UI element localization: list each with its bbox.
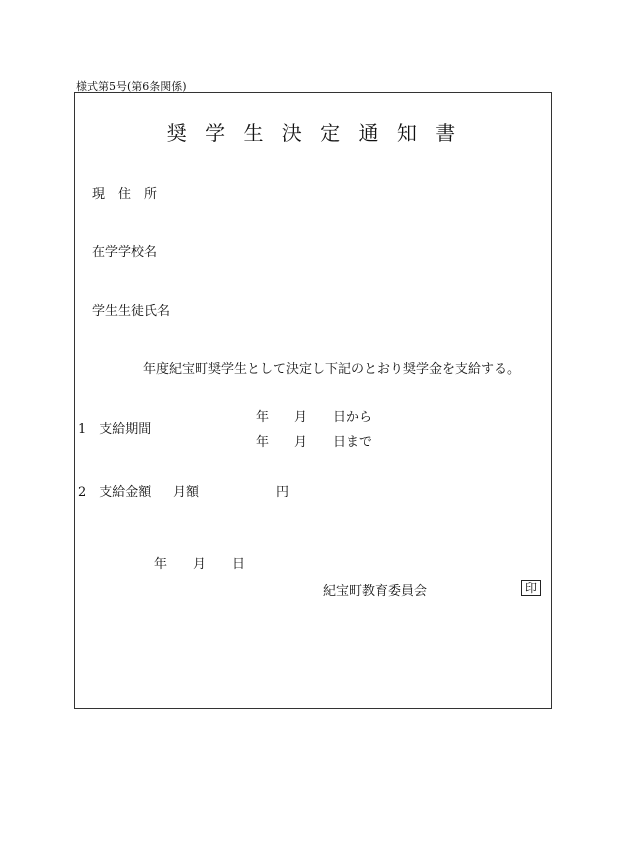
payment-period-label: 1 支給期間 (78, 422, 152, 437)
period-from-month: 月 (294, 410, 308, 425)
payment-amount-label: 2 支給金額 (78, 485, 152, 500)
period-from-day: 日から (333, 410, 373, 425)
school-label: 在学学校名 (92, 245, 158, 260)
address-label: 現 住 所 (92, 187, 158, 202)
period-to-month: 月 (294, 435, 308, 450)
seal-mark: 印 (521, 580, 541, 596)
issue-date-month: 月 (193, 557, 207, 572)
yen-unit: 円 (276, 485, 290, 500)
monthly-amount-label: 月額 (173, 485, 200, 500)
decision-statement: 年度紀宝町奨学生として決定し下記のとおり奨学金を支給する。 (143, 362, 521, 377)
document-title: 奨 学 生 決 定 通 知 書 (166, 121, 462, 145)
issue-date-year: 年 (154, 557, 168, 572)
period-to-day: 日まで (333, 435, 373, 450)
document-frame (74, 92, 552, 709)
issuer-name: 紀宝町教育委員会 (323, 584, 428, 599)
student-name-label: 学生生徒氏名 (92, 304, 171, 319)
period-to-year: 年 (256, 435, 270, 450)
period-from-year: 年 (256, 410, 270, 425)
issue-date-day: 日 (232, 557, 246, 572)
form-number: 様式第5号(第6条関係) (76, 80, 187, 93)
